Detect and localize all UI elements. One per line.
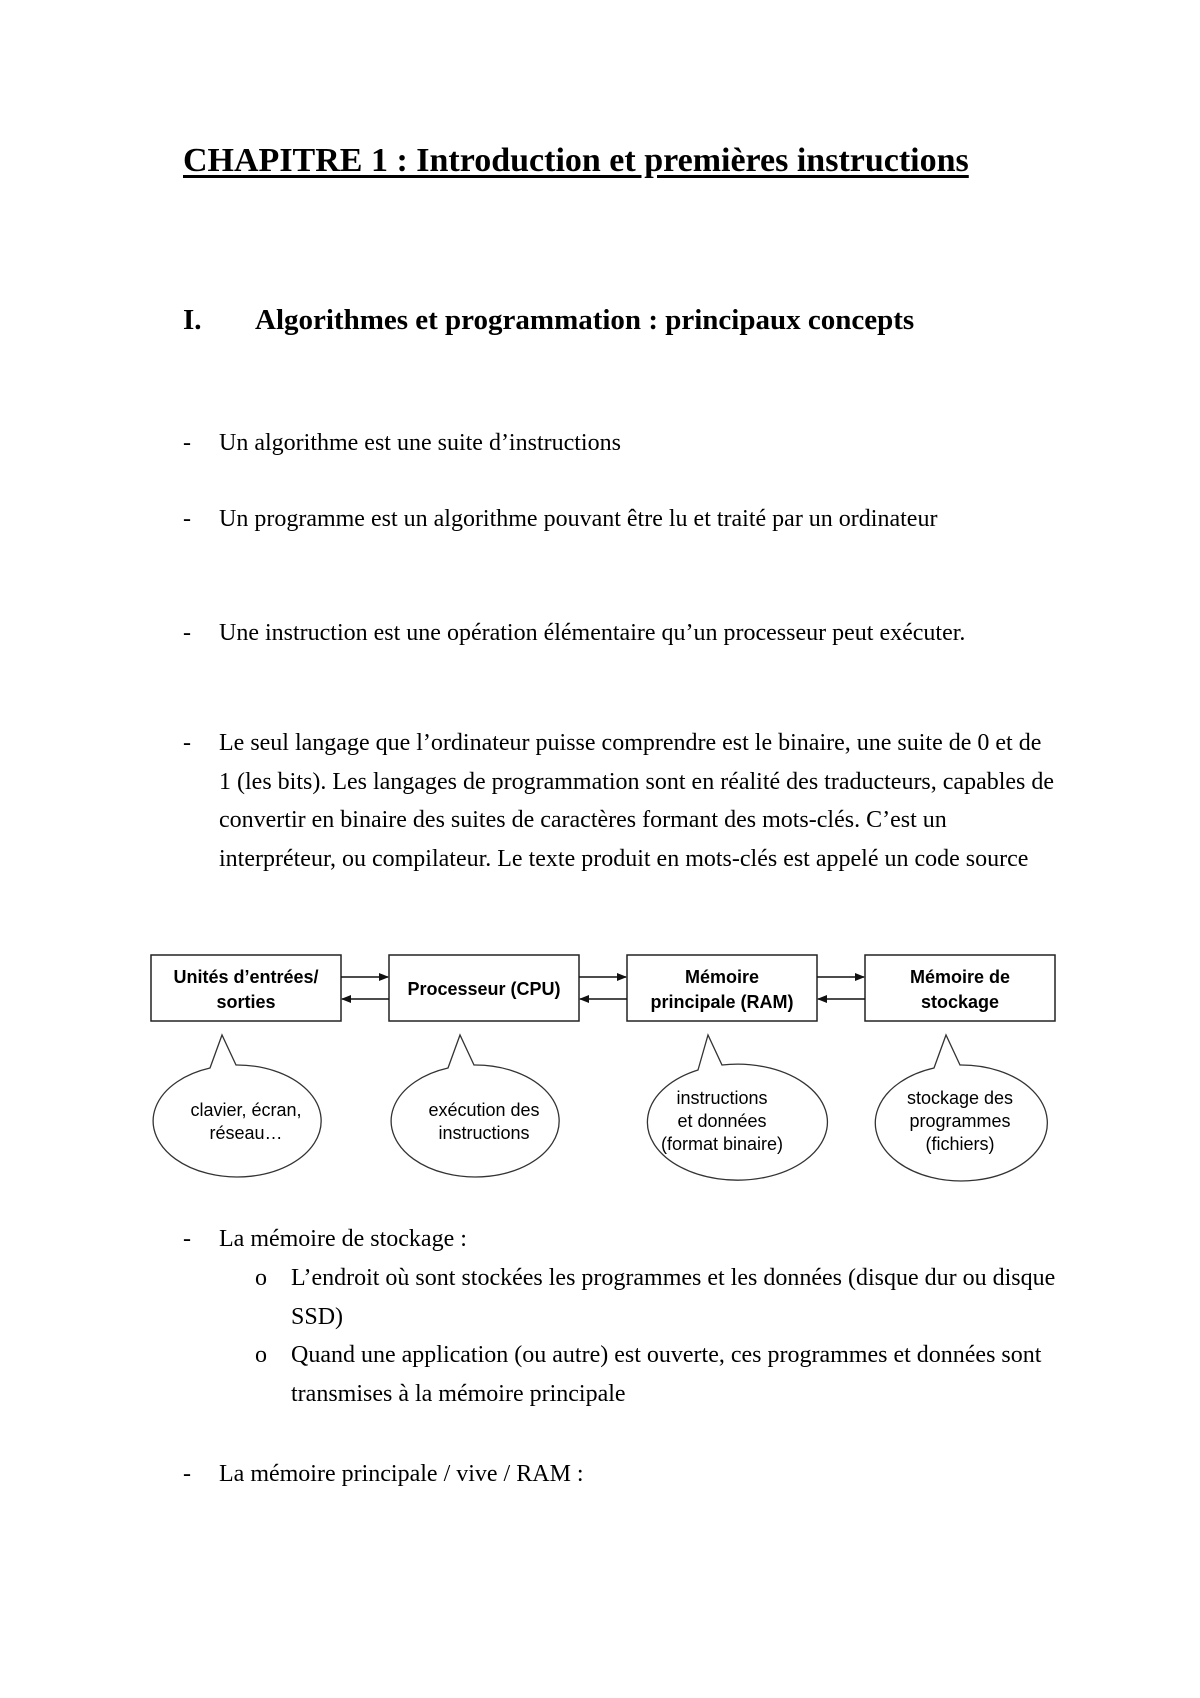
chapter-title: CHAPITRE 1 : Introduction et premières instructions bbox=[183, 142, 969, 179]
bubble-text: exécution des bbox=[428, 1100, 540, 1120]
bullet-dash: - bbox=[183, 1461, 191, 1487]
storage-label-line1: Mémoire de bbox=[909, 967, 1011, 987]
bubble-text: instructions bbox=[676, 1088, 768, 1108]
bullet-dash: - bbox=[183, 730, 191, 756]
bullet-dash: - bbox=[183, 1226, 191, 1252]
bubble-text: (fichiers) bbox=[925, 1134, 995, 1154]
bubble-text: clavier, écran, bbox=[190, 1100, 302, 1120]
bubble-text: stockage des bbox=[906, 1088, 1014, 1108]
sub-list-item-text: L’endroit où sont stockées les programmes et les données (disque dur ou disque SSD) bbox=[291, 1265, 1056, 1330]
section-number: I. bbox=[183, 304, 202, 336]
ram-label-line2: principale (RAM) bbox=[650, 992, 794, 1012]
bubble-text: réseau… bbox=[209, 1123, 283, 1143]
io-units-label-line2: sorties bbox=[216, 992, 276, 1012]
bubble-text: programmes bbox=[909, 1111, 1011, 1131]
section-title: Algorithmes et programmation : principaux concepts bbox=[255, 304, 915, 336]
sub-bullet-marker: o bbox=[255, 1342, 267, 1368]
ram-label-line1: Mémoire bbox=[684, 967, 760, 987]
io-units-label-line1: Unités d’entrées/ bbox=[173, 967, 319, 987]
bubble-text: instructions bbox=[438, 1123, 530, 1143]
sub-list-item-text: Quand une application (ou autre) est ouverte, ces programmes et données sont transmises à la mémoire principale bbox=[291, 1342, 1042, 1407]
list-item-text: Le seul langage que l’ordinateur puisse comprendre est le binaire, une suite de 0 et de 1 (les bits). Les langages de programmation sont en réalité des traducteurs, capables de convertir en binaire des suites de caractères formant des mots-clés. C’est un interpréteur, ou compilateur. Le texte produit en mots-clés est appelé un code source bbox=[219, 730, 1055, 872]
bullet-dash: - bbox=[183, 620, 191, 646]
bullet-dash: - bbox=[183, 430, 191, 456]
bullet-dash: - bbox=[183, 506, 191, 532]
storage-label-line2: stockage bbox=[920, 992, 1000, 1012]
sub-bullet-marker: o bbox=[255, 1265, 267, 1291]
list-item-text: Une instruction est une opération élémentaire qu’un processeur peut exécuter. bbox=[219, 620, 966, 646]
bubble-text: (format binaire) bbox=[660, 1134, 784, 1154]
list-item-text: Un algorithme est une suite d’instructions bbox=[219, 430, 621, 456]
bubble-text: et données bbox=[677, 1111, 767, 1131]
cpu-label: Processeur (CPU) bbox=[407, 979, 561, 999]
list-item-text: Un programme est un algorithme pouvant être lu et traité par un ordinateur bbox=[219, 506, 938, 532]
list-item-text: La mémoire principale / vive / RAM : bbox=[219, 1461, 584, 1487]
list-item-text: La mémoire de stockage : bbox=[219, 1226, 467, 1252]
